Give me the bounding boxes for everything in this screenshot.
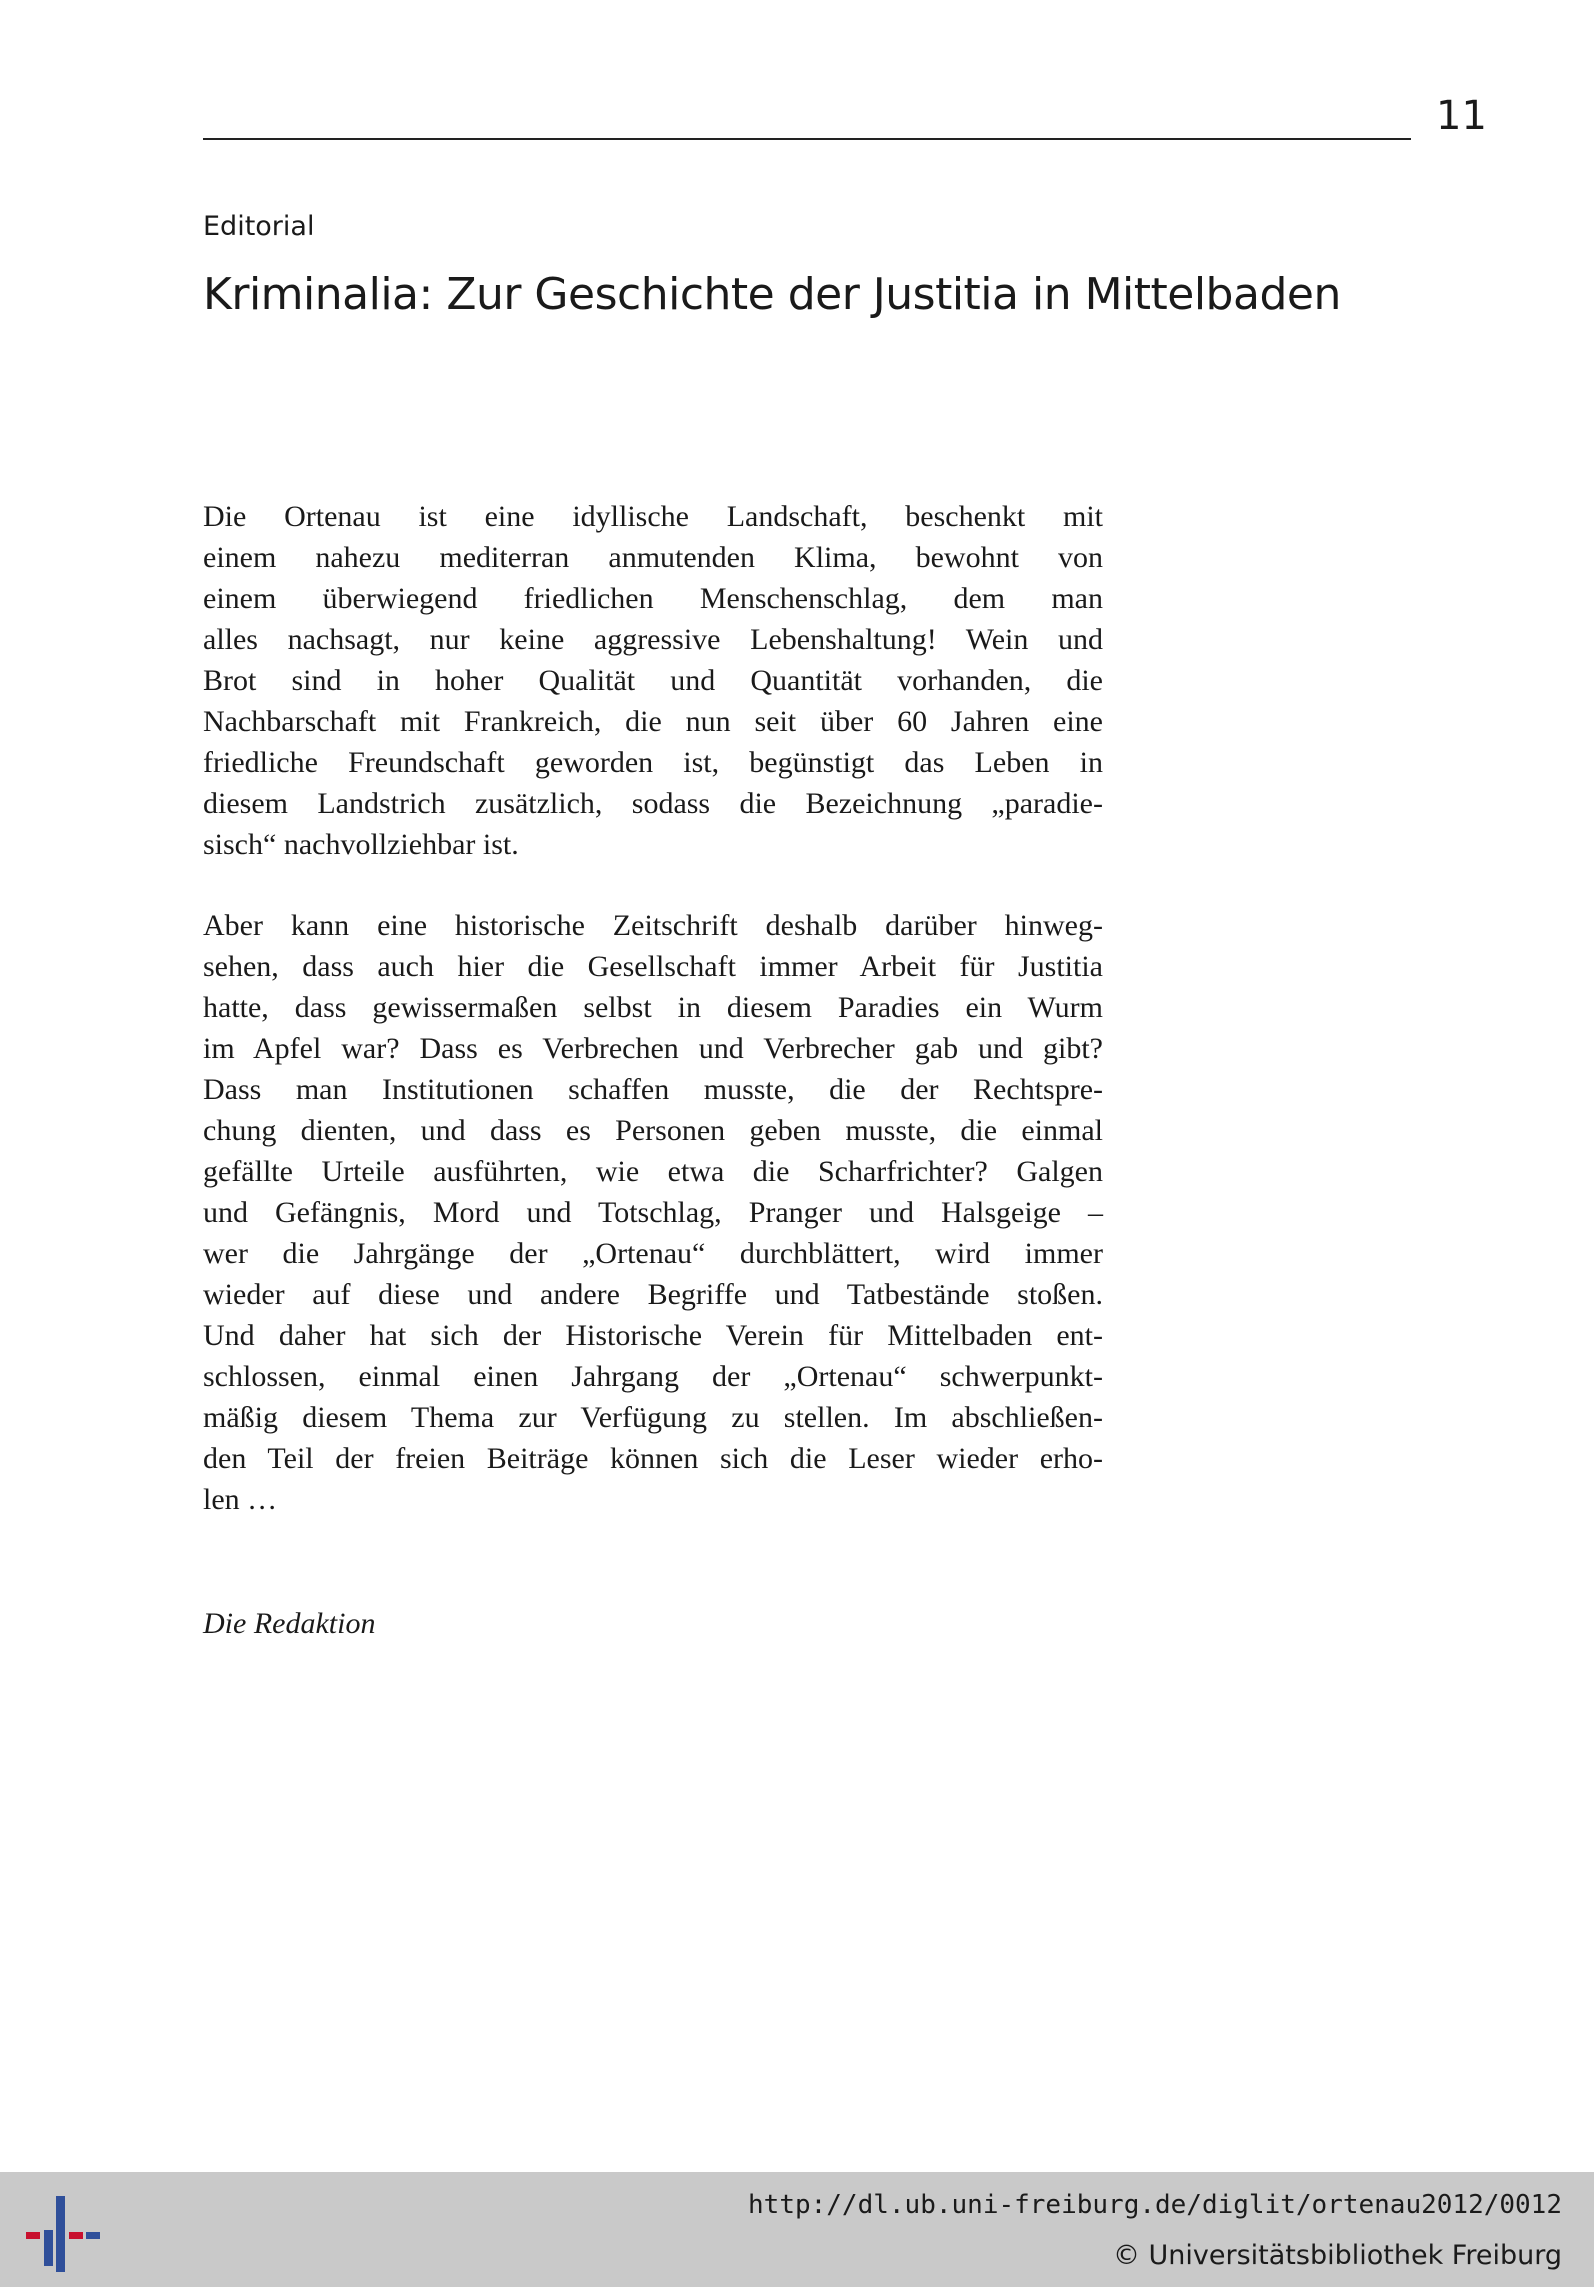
paragraph-line: Dass man Institutionen schaffen musste, die der Rechtspre- xyxy=(203,1073,1103,1106)
paragraph-line: gefällte Urteile ausführten, wie etwa die Scharfrichter? Galgen xyxy=(203,1155,1103,1188)
paragraph-line: Und daher hat sich der Historische Verein für Mittelbaden ent- xyxy=(203,1319,1103,1352)
paragraph-line: chung dienten, und dass es Personen geben musste, die einmal xyxy=(203,1114,1103,1147)
page-number: 11 xyxy=(1436,93,1487,139)
paragraph-line: mäßig diesem Thema zur Verfügung zu stellen. Im abschließen- xyxy=(203,1401,1103,1434)
paragraph-line: einem überwiegend friedlichen Menschenschlag, dem man xyxy=(203,582,1103,615)
paragraph-line: Aber kann eine historische Zeitschrift deshalb darüber hinweg- xyxy=(203,909,1103,942)
paragraph-line: alles nachsagt, nur keine aggressive Lebenshaltung! Wein und xyxy=(203,623,1103,656)
paragraph-line: einem nahezu mediterran anmutenden Klima, bewohnt von xyxy=(203,541,1103,574)
paragraph-line: Brot sind in hoher Qualität und Quantität vorhanden, die xyxy=(203,664,1103,697)
footer-copyright: © Universitätsbibliothek Freiburg xyxy=(1112,2240,1562,2271)
article-title: Kriminalia: Zur Geschichte der Justitia in Mittelbaden xyxy=(203,269,1341,320)
paragraph-line: Die Ortenau ist eine idyllische Landschaft, beschenkt mit xyxy=(203,500,1103,533)
paragraph-line: im Apfel war? Dass es Verbrechen und Verbrecher gab und gibt? xyxy=(203,1032,1103,1065)
paragraph-line: schlossen, einmal einen Jahrgang der „Ortenau“ schwerpunkt- xyxy=(203,1360,1103,1393)
header-rule xyxy=(203,138,1411,140)
footer-url-link[interactable]: http://dl.ub.uni-freiburg.de/diglit/ortenau2012/0012 xyxy=(748,2190,1562,2220)
paragraph-line: diesem Landstrich zusätzlich, sodass die Bezeichnung „paradie- xyxy=(203,787,1103,820)
paragraph-line: sehen, dass auch hier die Gesellschaft immer Arbeit für Justitia xyxy=(203,950,1103,983)
paragraph-line: und Gefängnis, Mord und Totschlag, Pranger und Halsgeige – xyxy=(203,1196,1103,1229)
paragraph-line: wer die Jahrgänge der „Ortenau“ durchblättert, wird immer xyxy=(203,1237,1103,1270)
footer-bar xyxy=(0,2172,1594,2287)
ub-freiburg-logo-icon xyxy=(26,2192,102,2276)
paragraph-line: wieder auf diese und andere Begriffe und Tatbestände stoßen. xyxy=(203,1278,1103,1311)
paragraph-line: Nachbarschaft mit Frankreich, die nun seit über 60 Jahren eine xyxy=(203,705,1103,738)
section-label: Editorial xyxy=(203,211,315,242)
paragraph-line: sisch“ nachvollziehbar ist. xyxy=(203,828,519,861)
paragraph-line: den Teil der freien Beiträge können sich die Leser wieder erho- xyxy=(203,1442,1103,1475)
paragraph-2 xyxy=(203,905,1103,1520)
signature: Die Redaktion xyxy=(203,1607,376,1640)
paragraph-line: friedliche Freundschaft geworden ist, begünstigt das Leben in xyxy=(203,746,1103,779)
paragraph-1 xyxy=(203,496,1103,865)
paragraph-line: hatte, dass gewissermaßen selbst in diesem Paradies ein Wurm xyxy=(203,991,1103,1024)
paragraph-line: len … xyxy=(203,1483,278,1516)
